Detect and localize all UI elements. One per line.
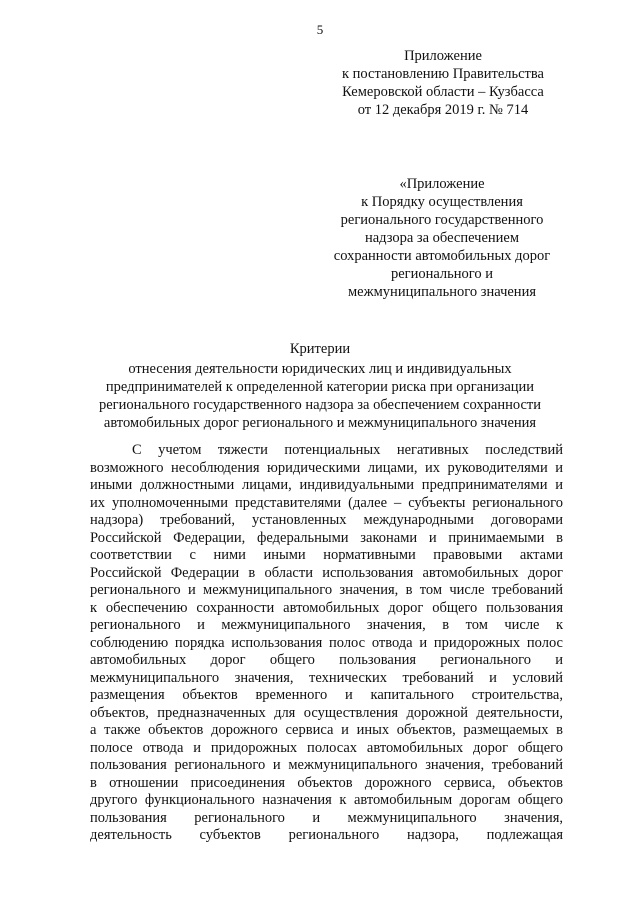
appendix-line: надзора за обеспечением (364, 230, 520, 246)
appendix-line: Кемеровской области – Кузбасса (342, 84, 544, 100)
body-line: объектов, предназначенных для осуществления дорожной деятельности, (90, 704, 563, 721)
body-line: пользования регионального и межмуниципального значения, (90, 809, 563, 826)
body-line: к обеспечению сохранности автомобильных дорог общего пользования (90, 599, 563, 616)
body-line: а также объектов дорожного сервиса и иных объектов, размещаемых в (90, 722, 563, 738)
criteria-title: Критерии (289, 341, 351, 357)
body-line: регионального и межмуниципального значения, в том числе к (90, 617, 563, 633)
appendix-line: к Порядку осуществления (361, 194, 523, 210)
appendix-line: Приложение (404, 48, 482, 64)
subtitle-line: регионального государственного надзора за обеспечением сохранности (99, 397, 541, 413)
body-line: пользования регионального и межмуниципального значения, требований (90, 757, 563, 773)
appendix-header (330, 47, 556, 119)
appendix-line: межмуниципального значения (348, 284, 536, 300)
body-line: их уполномоченными представителями (далее – субъекты регионального (90, 494, 563, 511)
appendix-line: к постановлению Правительства (342, 66, 544, 82)
appendix-line: от 12 декабря 2019 г. № 714 (357, 102, 529, 118)
body-line: возможного несоблюдения юридическими лицами, их руководителями и (90, 459, 563, 476)
subtitle-line: предпринимателей к определенной категории риска при организации (105, 379, 535, 395)
procedure-appendix-header (312, 175, 572, 301)
body-paragraph (90, 442, 563, 845)
subtitle-line: отнесения деятельности юридических лиц и индивидуальных (128, 361, 512, 377)
appendix-line: «Приложение (399, 176, 485, 192)
body-line: С учетом тяжести потенциальных негативных последствий (132, 442, 563, 458)
body-line: полосе отвода и придорожных полосах автомобильных дорог общего (90, 739, 563, 756)
body-line: иными должностными лицами, индивидуальными предпринимателями и (90, 477, 563, 493)
body-line: размещения объектов временного и капитального строительства, (90, 687, 563, 703)
body-line: другого функционального назначения к автомобильным дорогам общего (90, 792, 563, 808)
body-line: соблюдению порядка использования полос отвода и придорожных полос (90, 634, 563, 651)
appendix-line: регионального и (390, 266, 494, 282)
body-line: деятельность субъектов регионального надзора, подлежащая (90, 827, 563, 843)
appendix-line: регионального государственного (340, 212, 544, 228)
subtitle-line: автомобильных дорог регионального и межмуниципального значения (103, 415, 537, 431)
page-number: 5 (316, 22, 324, 37)
body-line: Российской Федерации в области использования автомобильных дорог (90, 564, 563, 581)
body-line: соответствии с ними иными нормативными правовыми актами (90, 547, 563, 563)
criteria-subtitle (80, 360, 560, 432)
body-line: в отношении присоединения объектов дорожного сервиса, объектов (90, 774, 563, 791)
body-line: надзора) требований, установленных международными договорами (90, 512, 563, 528)
body-line: Российской Федерации, федеральными законами и принимаемыми в (90, 529, 563, 546)
body-line: автомобильных дорог общего пользования регионального и (90, 652, 563, 668)
body-line: межмуниципального значения, технических требований и условий (90, 669, 563, 686)
appendix-line: сохранности автомобильных дорог (333, 248, 551, 264)
body-line: регионального и межмуниципального значения, в том числе требований (90, 582, 563, 598)
